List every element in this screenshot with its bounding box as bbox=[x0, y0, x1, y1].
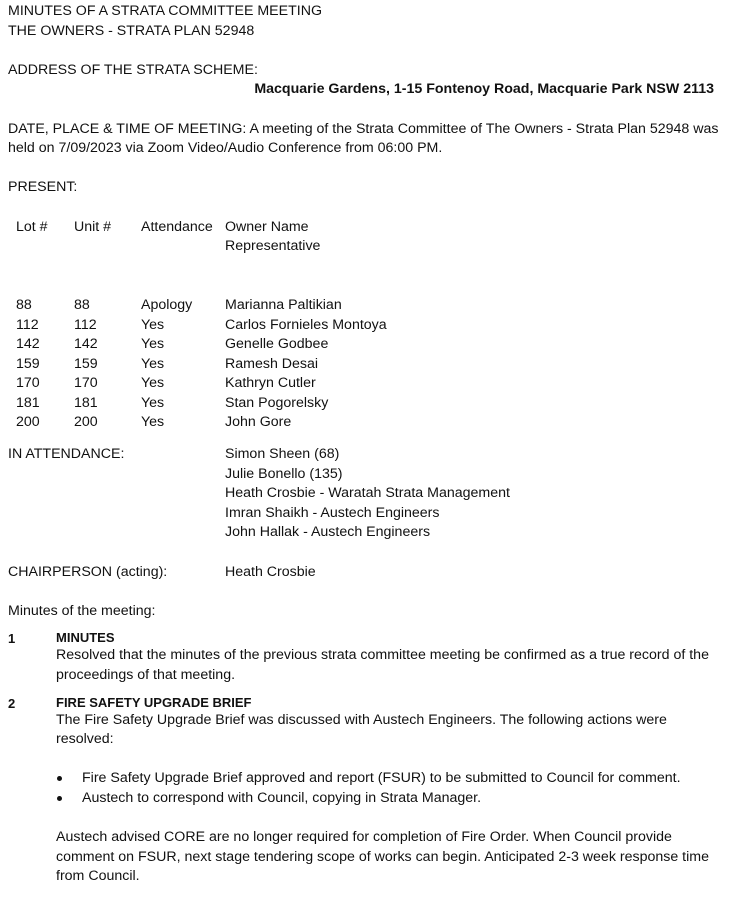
address-label: ADDRESS OF THE STRATA SCHEME: bbox=[8, 61, 258, 78]
in-attendance-list bbox=[225, 445, 510, 543]
unit-cell: 112 bbox=[74, 316, 97, 333]
table-row bbox=[8, 316, 724, 336]
attendance-cell: Yes bbox=[141, 316, 165, 333]
unit-cell: 159 bbox=[74, 355, 98, 372]
item-title: FIRE SAFETY UPGRADE BRIEF bbox=[56, 694, 252, 710]
item-followup: Austech advised CORE are no longer required for completion of Fire Order. When Council provide comment on FSUR, next stage tendering scope of works can begin. Anticipated 2-3 week response time from Council. bbox=[56, 829, 709, 885]
in-attendance-label: IN ATTENDANCE: bbox=[8, 446, 125, 463]
list-item: John Hallak - Austech Engineers bbox=[225, 524, 431, 541]
column-header-attendance: Attendance bbox=[141, 218, 213, 235]
list-item: Heath Crosbie - Waratah Strata Management bbox=[225, 485, 510, 502]
owner-name-cell: Marianna Paltikian bbox=[225, 296, 342, 313]
agenda-item-2 bbox=[8, 694, 724, 887]
lot-cell: 142 bbox=[16, 336, 40, 353]
table-row bbox=[8, 374, 724, 394]
owner-name-cell: Genelle Godbee bbox=[225, 336, 329, 353]
unit-cell: 181 bbox=[74, 394, 98, 411]
owner-name-cell: Stan Pogorelsky bbox=[225, 394, 329, 411]
column-header-representative: Representative bbox=[225, 238, 321, 255]
address-value: Macquarie Gardens, 1-15 Fontenoy Road, Macquarie Park NSW 2113 bbox=[254, 81, 714, 98]
action-list bbox=[56, 769, 724, 808]
unit-cell: 142 bbox=[74, 336, 98, 353]
document-title: MINUTES OF A STRATA COMMITTEE MEETING bbox=[8, 3, 322, 19]
table-header bbox=[8, 218, 724, 238]
list-item: Simon Sheen (68) bbox=[225, 446, 340, 463]
agenda-item-1 bbox=[8, 629, 724, 685]
attendance-cell: Yes bbox=[141, 375, 165, 392]
lot-cell: 88 bbox=[16, 296, 32, 313]
unit-cell: 200 bbox=[74, 414, 98, 431]
attendance-table bbox=[8, 218, 724, 434]
chairperson-name: Heath Crosbie bbox=[225, 563, 316, 580]
chairperson-section bbox=[8, 563, 724, 583]
lot-cell: 200 bbox=[16, 414, 40, 431]
list-item: Julie Bonello (135) bbox=[225, 465, 343, 482]
chairperson-label: CHAIRPERSON (acting): bbox=[8, 563, 168, 580]
item-number: 1 bbox=[8, 631, 16, 647]
attendance-cell: Yes bbox=[141, 414, 165, 431]
attendance-cell: Yes bbox=[141, 336, 165, 353]
owner-name-cell: Kathryn Cutler bbox=[225, 375, 316, 392]
meeting-details: DATE, PLACE & TIME OF MEETING: A meeting of the Strata Committee of The Owners - Strata Plan 52948 was held on 7/09/2023 via Zoom Video/Audio Conference from 06:00 PM. bbox=[8, 120, 719, 157]
attendance-cell: Apology bbox=[141, 296, 193, 313]
attendance-cell: Yes bbox=[141, 394, 165, 411]
table-row bbox=[8, 296, 724, 316]
item-text: Resolved that the minutes of the previous strata committee meeting be confirmed as a true record of the proceedings of that meeting. bbox=[56, 647, 709, 683]
present-label: PRESENT: bbox=[8, 179, 78, 196]
item-text: The Fire Safety Upgrade Brief was discussed with Austech Engineers. The following actions were resolved: bbox=[56, 711, 667, 748]
unit-cell: 170 bbox=[74, 375, 98, 392]
owner-name-cell: Carlos Fornieles Montoya bbox=[225, 316, 387, 333]
table-row bbox=[8, 413, 724, 433]
table-row bbox=[8, 335, 724, 355]
strata-plan-title: THE OWNERS - STRATA PLAN 52948 bbox=[8, 22, 255, 39]
table-row bbox=[8, 394, 724, 414]
table-row bbox=[8, 355, 724, 375]
owner-name-cell: John Gore bbox=[225, 414, 292, 431]
unit-cell: 88 bbox=[74, 296, 90, 313]
column-header-owner-name: Owner Name bbox=[225, 218, 309, 235]
list-item: Imran Shaikh - Austech Engineers bbox=[225, 504, 440, 521]
owner-name-cell: Ramesh Desai bbox=[225, 355, 319, 372]
lot-cell: 159 bbox=[16, 355, 40, 372]
attendance-cell: Yes bbox=[141, 355, 165, 372]
column-header-lot: Lot # bbox=[16, 218, 48, 235]
column-header-unit: Unit # bbox=[74, 218, 112, 235]
lot-cell: 112 bbox=[16, 316, 39, 333]
item-title: MINUTES bbox=[56, 630, 115, 646]
list-item: Austech to correspond with Council, copying in Strata Manager. bbox=[56, 789, 724, 809]
lot-cell: 170 bbox=[16, 375, 40, 392]
table-subheader bbox=[8, 237, 724, 257]
minutes-document bbox=[8, 2, 724, 887]
item-number: 2 bbox=[8, 695, 16, 711]
in-attendance-section bbox=[8, 445, 724, 543]
minutes-intro: Minutes of the meeting: bbox=[8, 602, 156, 619]
lot-cell: 181 bbox=[16, 394, 40, 411]
list-item: Fire Safety Upgrade Brief approved and report (FSUR) to be submitted to Council for comment. bbox=[56, 769, 724, 789]
